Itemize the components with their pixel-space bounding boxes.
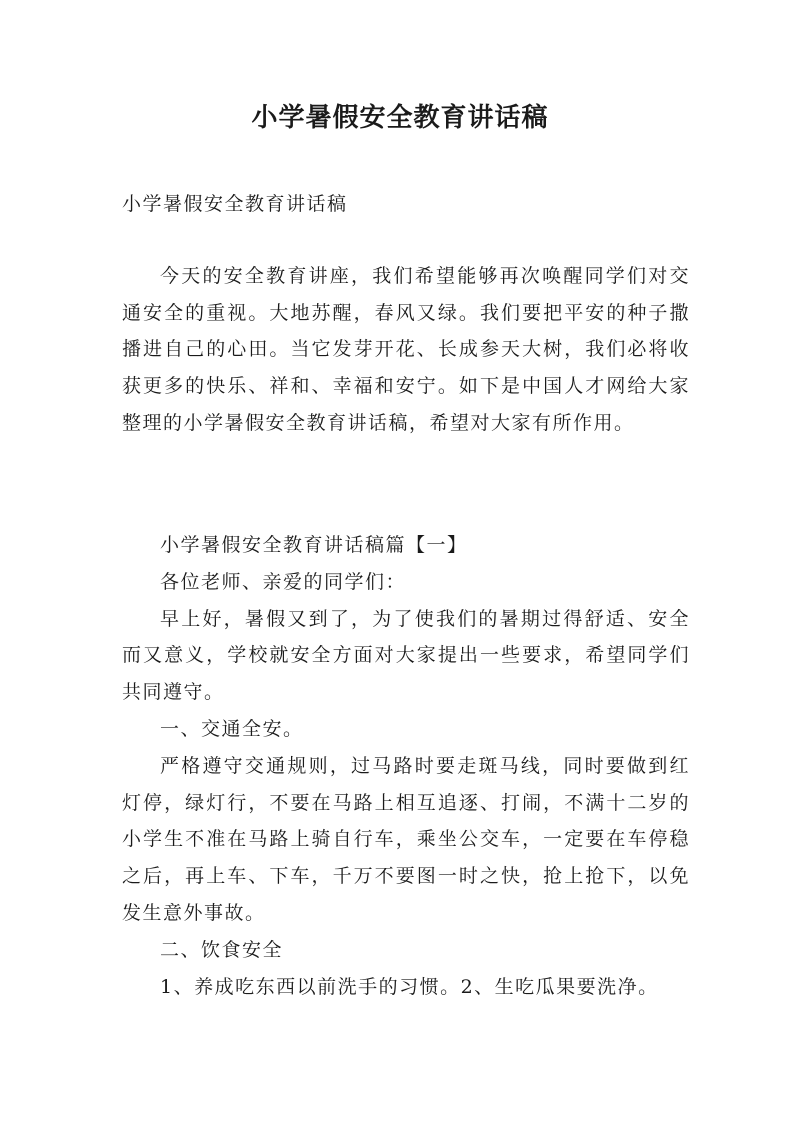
section-heading: 小学暑假安全教育讲话稿篇【一】 — [160, 534, 468, 556]
document-title: 小学暑假安全教育讲话稿 — [251, 103, 549, 133]
main-content — [122, 527, 690, 1005]
paragraph-traffic-rules: 严格遵守交通规则，过马路时要走斑马线，同时要做到红灯停，绿灯行，不要在马路上相互追逐、打闹，不满十二岁的小学生不准在马路上骑自行车，乘坐公交车，一定要在车停稳之后，再上车、下车，千万不要图一时之快，抢上抢下，以免发生意外事故。 — [122, 754, 690, 924]
paragraph-opening: 早上好，暑假又到了，为了使我们的暑期过得舒适、安全而又意义，学校就安全方面对大家提出一些要求，希望同学们共同遵守。 — [122, 607, 690, 704]
heading-traffic-safety: 一、交通全安。 — [160, 717, 304, 740]
document-subtitle: 小学暑假安全教育讲话稿 — [122, 193, 348, 215]
intro-paragraph: 今天的安全教育讲座，我们希望能够再次唤醒同学们对交通安全的重视。大地苏醒，春风又绿。我们要把平安的种子撒播进自己的心田。当它发芽开花、长成参天大树，我们必将收获更多的快乐、祥和、幸福和安宁。如下是中国人才网给大家整理的小学暑假安全教育讲话稿，希望对大家有所作用。 — [122, 265, 690, 434]
heading-food-safety: 二、饮食安全 — [160, 938, 284, 961]
greeting: 各位老师、亲爱的同学们： — [160, 570, 407, 593]
intro-block — [122, 258, 690, 442]
paragraph-food-safety: 1、养成吃东西以前洗手的习惯。2、生吃瓜果要洗净。 — [160, 975, 659, 998]
